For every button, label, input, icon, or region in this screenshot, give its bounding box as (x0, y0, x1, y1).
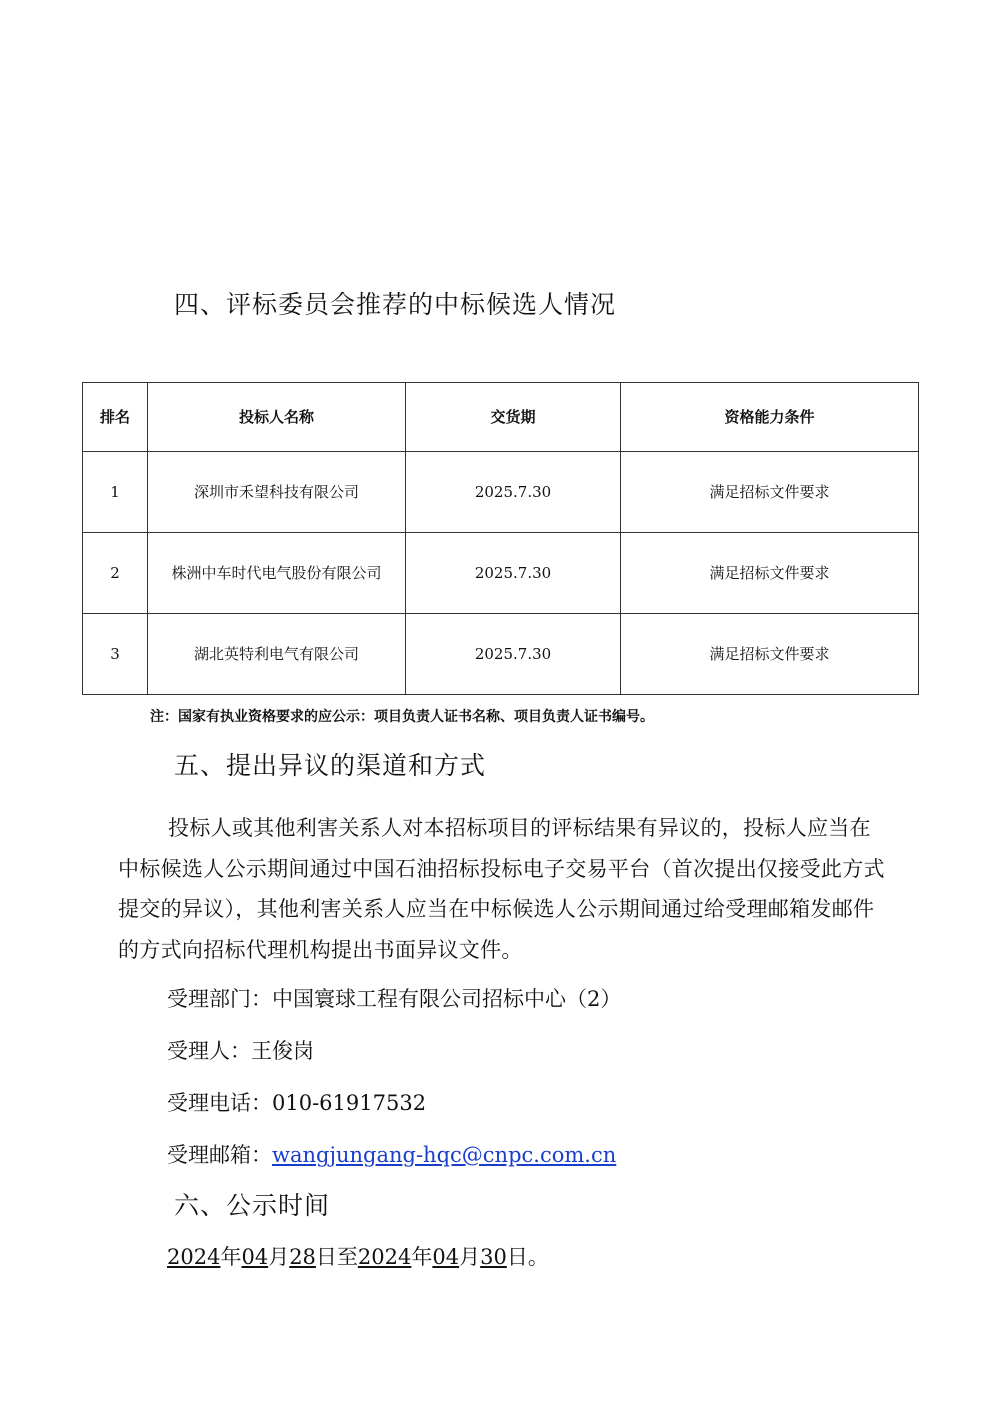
header-delivery: 交货期 (406, 383, 621, 452)
person-line (167, 1035, 314, 1065)
to-char: 至 (336, 1245, 358, 1269)
year-char: 年 (220, 1245, 242, 1269)
cell-rank: 3 (83, 614, 148, 695)
phone-value: 010-61917532 (272, 1091, 427, 1115)
section-5-heading: 五、提出异议的渠道和方式 (174, 751, 487, 780)
email-label: 受理邮箱： (167, 1143, 272, 1167)
header-rank: 排名 (83, 383, 148, 452)
person-value: 王俊岗 (251, 1039, 314, 1063)
cell-bidder: 深圳市禾望科技有限公司 (148, 452, 406, 533)
month-char: 月 (268, 1245, 290, 1269)
dept-label: 受理部门： (167, 987, 272, 1011)
cell-qualification: 满足招标文件要求 (621, 614, 919, 695)
end-year: 2024 (357, 1245, 412, 1269)
day-char: 日 (315, 1245, 337, 1269)
end-day: 30 (480, 1245, 507, 1269)
table-row (83, 452, 919, 533)
publicity-period (167, 1241, 549, 1271)
table-row (83, 614, 919, 695)
cell-delivery: 2025.7.30 (406, 452, 621, 533)
person-label: 受理人： (167, 1039, 251, 1063)
end-month: 04 (432, 1245, 460, 1269)
cell-qualification: 满足招标文件要求 (621, 533, 919, 614)
month-char: 月 (459, 1245, 481, 1269)
cell-bidder: 株洲中车时代电气股份有限公司 (148, 533, 406, 614)
day-char: 日 (506, 1245, 528, 1269)
table-row (83, 533, 919, 614)
objection-paragraph: 投标人或其他利害关系人对本招标项目的评标结果有异议的，投标人应当在中标候选人公示期间通过中国石油招标投标电子交易平台（首次提出仅接受此方式提交的异议），其他利害关系人应当在中标候选人公示期间通过给受理邮箱发邮件的方式向招标代理机构提出书面异议文件。 (118, 816, 885, 962)
cell-bidder: 湖北英特利电气有限公司 (148, 614, 406, 695)
header-bidder: 投标人名称 (148, 383, 406, 452)
table-note: 注：国家有执业资格要求的应公示：项目负责人证书名称、项目负责人证书编号。 (150, 709, 654, 725)
phone-label: 受理电话： (167, 1091, 272, 1115)
cell-delivery: 2025.7.30 (406, 533, 621, 614)
candidates-table (82, 382, 919, 695)
cell-qualification: 满足招标文件要求 (621, 452, 919, 533)
section-4-heading: 四、评标委员会推荐的中标候选人情况 (174, 290, 617, 319)
email-line (167, 1139, 616, 1169)
start-year: 2024 (167, 1245, 221, 1269)
cell-rank: 2 (83, 533, 148, 614)
phone-line (167, 1087, 426, 1117)
dept-value: 中国寰球工程有限公司招标中心（2） (272, 987, 622, 1011)
header-qualification: 资格能力条件 (621, 383, 919, 452)
email-link[interactable]: wangjungang-hqc@cnpc.com.cn (272, 1143, 617, 1167)
cell-delivery: 2025.7.30 (406, 614, 621, 695)
year-char: 年 (411, 1245, 433, 1269)
dept-line (167, 983, 621, 1013)
start-day: 28 (289, 1245, 316, 1269)
cell-rank: 1 (83, 452, 148, 533)
end-punct: 。 (527, 1245, 549, 1269)
table-header-row (83, 383, 919, 452)
section-6-heading: 六、公示时间 (174, 1191, 331, 1220)
start-month: 04 (241, 1245, 269, 1269)
